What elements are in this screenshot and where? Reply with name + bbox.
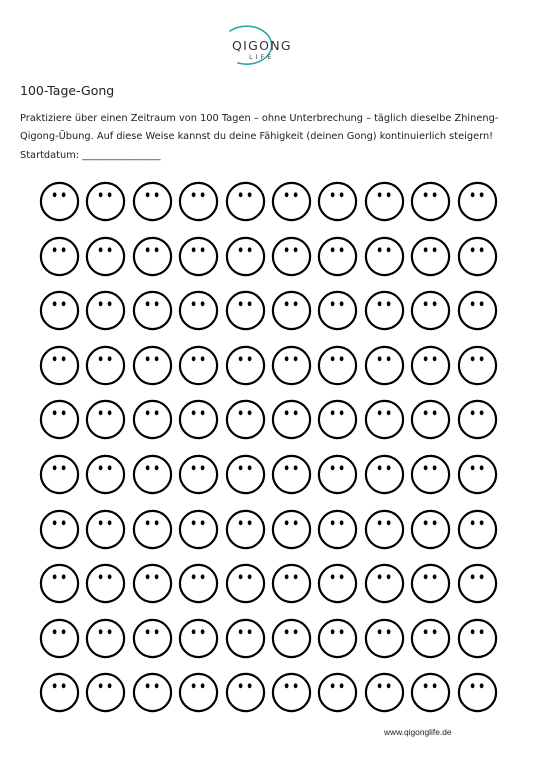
smiley-face-icon[interactable]: [457, 454, 498, 495]
smiley-face-icon[interactable]: [178, 181, 219, 222]
smiley-face-icon[interactable]: [317, 290, 358, 331]
smiley-face-icon[interactable]: [39, 672, 80, 713]
smiley-face-icon[interactable]: [271, 563, 312, 604]
smiley-face-icon[interactable]: [271, 672, 312, 713]
smiley-face-icon[interactable]: [225, 345, 266, 386]
smiley-face-icon[interactable]: [178, 672, 219, 713]
smiley-face-icon[interactable]: [317, 563, 358, 604]
smiley-face-icon[interactable]: [364, 290, 405, 331]
smiley-face-icon[interactable]: [178, 399, 219, 440]
smiley-face-icon[interactable]: [364, 236, 405, 277]
smiley-face-icon[interactable]: [85, 236, 126, 277]
smiley-face-icon[interactable]: [39, 290, 80, 331]
smiley-face-icon[interactable]: [271, 290, 312, 331]
smiley-face-icon[interactable]: [225, 672, 266, 713]
smiley-face-icon[interactable]: [85, 399, 126, 440]
smiley-face-icon[interactable]: [132, 618, 173, 659]
smiley-face-icon[interactable]: [410, 509, 451, 550]
smiley-face-icon[interactable]: [317, 236, 358, 277]
smiley-face-icon[interactable]: [39, 236, 80, 277]
start-date-line: [20, 150, 161, 161]
smiley-face-icon[interactable]: [39, 454, 80, 495]
smiley-face-icon[interactable]: [39, 618, 80, 659]
smiley-face-icon[interactable]: [271, 345, 312, 386]
smiley-face-icon[interactable]: [39, 563, 80, 604]
smiley-face-icon[interactable]: [225, 454, 266, 495]
smiley-face-icon[interactable]: [410, 454, 451, 495]
smiley-face-icon[interactable]: [364, 399, 405, 440]
smiley-face-icon[interactable]: [457, 672, 498, 713]
smiley-face-icon[interactable]: [178, 563, 219, 604]
footer-url[interactable]: www.qigonglife.de: [384, 727, 452, 737]
smiley-face-icon[interactable]: [364, 454, 405, 495]
smiley-face-icon[interactable]: [457, 345, 498, 386]
smiley-face-icon[interactable]: [132, 563, 173, 604]
smiley-face-icon[interactable]: [457, 618, 498, 659]
smiley-face-icon[interactable]: [132, 236, 173, 277]
smiley-face-icon[interactable]: [271, 618, 312, 659]
smiley-face-icon[interactable]: [457, 290, 498, 331]
smiley-face-icon[interactable]: [364, 181, 405, 222]
smiley-face-icon[interactable]: [85, 345, 126, 386]
intro-paragraph: Praktiziere über einen Zeitraum von 100 Tagen – ohne Unterbrechung – täglich dieselbe Zhineng-Qigong-Übung. Auf diese Weise kannst du deine Fähigkeit (deinen Gong) kontinuierlich steigern!: [20, 113, 499, 142]
smiley-face-icon[interactable]: [225, 290, 266, 331]
smiley-face-icon[interactable]: [85, 672, 126, 713]
smiley-face-icon[interactable]: [225, 181, 266, 222]
smiley-face-icon[interactable]: [225, 236, 266, 277]
smiley-face-icon[interactable]: [410, 290, 451, 331]
smiley-face-icon[interactable]: [225, 618, 266, 659]
smiley-face-icon[interactable]: [178, 345, 219, 386]
smiley-face-icon[interactable]: [132, 509, 173, 550]
smiley-face-icon[interactable]: [132, 399, 173, 440]
smiley-face-icon[interactable]: [85, 290, 126, 331]
logo-subtitle: LIFE: [249, 53, 275, 61]
smiley-face-icon[interactable]: [85, 509, 126, 550]
smiley-face-icon[interactable]: [317, 618, 358, 659]
smiley-face-icon[interactable]: [178, 454, 219, 495]
smiley-face-icon[interactable]: [317, 454, 358, 495]
smiley-face-icon[interactable]: [317, 345, 358, 386]
smiley-face-icon[interactable]: [317, 399, 358, 440]
start-date-label: Startdatum:: [20, 150, 80, 161]
smiley-face-icon[interactable]: [364, 509, 405, 550]
smiley-face-icon[interactable]: [271, 399, 312, 440]
smiley-face-icon[interactable]: [457, 509, 498, 550]
smiley-face-icon[interactable]: [225, 399, 266, 440]
smiley-face-icon[interactable]: [132, 181, 173, 222]
smiley-face-icon[interactable]: [364, 345, 405, 386]
smiley-face-icon[interactable]: [39, 399, 80, 440]
smiley-face-icon[interactable]: [271, 454, 312, 495]
smiley-face-icon[interactable]: [178, 618, 219, 659]
smiley-face-icon[interactable]: [457, 181, 498, 222]
smiley-face-icon[interactable]: [225, 509, 266, 550]
smiley-face-icon[interactable]: [364, 563, 405, 604]
smiley-face-icon[interactable]: [364, 618, 405, 659]
smiley-face-icon[interactable]: [271, 509, 312, 550]
smiley-face-icon[interactable]: [132, 345, 173, 386]
smiley-face-icon[interactable]: [410, 181, 451, 222]
smiley-face-icon[interactable]: [364, 672, 405, 713]
smiley-face-icon[interactable]: [178, 509, 219, 550]
smiley-face-icon[interactable]: [178, 236, 219, 277]
smiley-face-icon[interactable]: [39, 509, 80, 550]
smiley-face-icon[interactable]: [39, 345, 80, 386]
smiley-face-icon[interactable]: [317, 509, 358, 550]
smiley-face-icon[interactable]: [225, 563, 266, 604]
smiley-face-icon[interactable]: [410, 563, 451, 604]
smiley-face-icon[interactable]: [85, 618, 126, 659]
smiley-face-icon[interactable]: [132, 672, 173, 713]
smiley-face-icon[interactable]: [85, 454, 126, 495]
smiley-face-icon[interactable]: [317, 181, 358, 222]
start-date-blank[interactable]: ________________: [82, 150, 161, 161]
smiley-face-icon[interactable]: [410, 672, 451, 713]
smiley-face-icon[interactable]: [457, 399, 498, 440]
smiley-face-icon[interactable]: [271, 181, 312, 222]
smiley-face-icon[interactable]: [85, 181, 126, 222]
smiley-face-icon[interactable]: [410, 236, 451, 277]
smiley-face-icon[interactable]: [457, 236, 498, 277]
smiley-face-icon[interactable]: [271, 236, 312, 277]
smiley-face-icon[interactable]: [85, 563, 126, 604]
smiley-face-icon[interactable]: [457, 563, 498, 604]
qigong-life-logo: [218, 23, 296, 69]
smiley-face-icon[interactable]: [132, 454, 173, 495]
logo-wordmark: QIGONG: [232, 38, 292, 53]
smiley-face-icon[interactable]: [132, 290, 173, 331]
smiley-face-icon[interactable]: [410, 399, 451, 440]
smiley-face-icon[interactable]: [410, 345, 451, 386]
smiley-face-icon[interactable]: [39, 181, 80, 222]
smiley-face-icon[interactable]: [410, 618, 451, 659]
smiley-face-icon[interactable]: [178, 290, 219, 331]
page-title: 100-Tage-Gong: [20, 83, 115, 98]
smiley-face-icon[interactable]: [317, 672, 358, 713]
